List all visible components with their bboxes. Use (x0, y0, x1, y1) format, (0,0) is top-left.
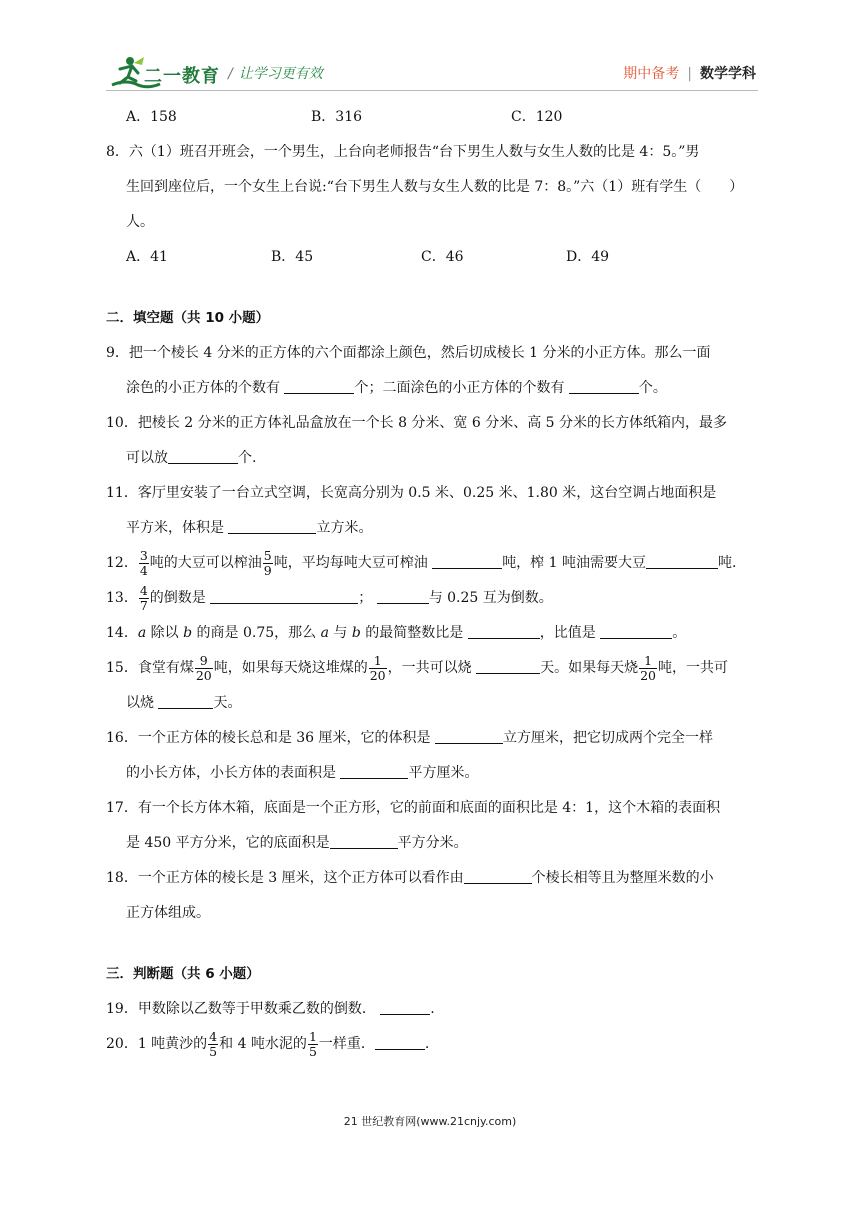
slogan: / 让学习更有效 (228, 66, 323, 82)
fraction: $\frac{4}{7}$ (139, 582, 148, 613)
answer-blank[interactable] (377, 587, 429, 604)
header-right: 期中备考 | 数学学科 (623, 66, 756, 82)
q12-line: 12． $\frac{3}{4}$ 吨的大豆可以榨油 $\frac{5}{9}$ 吨，平均每吨大豆可榨油 吨，榨 1 吨油需要大豆 吨. (106, 547, 737, 578)
option-a: A．158 (126, 109, 177, 125)
answer-blank[interactable] (168, 447, 238, 464)
section-fill-blank-title: 二．填空题（共 10 小题） (106, 310, 270, 326)
q17-line2: 是 450 平方分米，它的底面积是 平方分米。 (106, 826, 758, 861)
q13-line: 13． $\frac{4}{7}$ 的倒数是 ； 与 0.25 互为倒数。 (106, 582, 553, 613)
option-a: A．41 (126, 249, 168, 265)
page-header (0, 0, 860, 95)
option-c: C．120 (511, 109, 563, 125)
logo-text: 二一教育 (144, 66, 220, 87)
fraction: $\frac{3}{4}$ (139, 547, 148, 578)
answer-blank[interactable] (646, 552, 718, 569)
answer-blank[interactable] (468, 622, 540, 639)
option-b: B．316 (311, 109, 363, 125)
fraction: $\frac{5}{9}$ (263, 547, 272, 578)
fraction: $\frac{9}{20}$ (195, 652, 212, 683)
answer-blank[interactable] (228, 517, 316, 534)
q8-line1: 8．六（1）班召开班会，一个男生，上台向老师报告“台下男生人数与女生人数的比是 4：5。”男 (106, 144, 700, 160)
q20-line: 20．1 吨黄沙的 $\frac{4}{5}$ 和 4 吨水泥的 $\frac{1}{5}$ 一样重． . (106, 1028, 430, 1059)
question-content (106, 100, 758, 1062)
section-judge-title: 三．判断题（共 6 小题） (106, 966, 260, 982)
q9-line1: 9．把一个棱长 4 分米的正方体的六个面都涂上颜色，然后切成棱长 1 分米的小正方体。那么一面 (106, 345, 711, 361)
option-b: B．45 (271, 249, 314, 265)
fraction: $\frac{1}{20}$ (369, 652, 386, 683)
answer-blank[interactable] (464, 867, 532, 884)
q11-line1: 11．客厅里安装了一台立式空调，长宽高分别为 0.5 米、0.25 米、1.80 米，这台空调占地面积是 (106, 485, 717, 501)
answer-blank[interactable] (476, 657, 540, 674)
q10-line1: 10．把棱长 2 分米的正方体礼品盒放在一个长 8 分米、宽 6 分米、高 5 分米的长方体纸箱内，最多 (106, 415, 728, 431)
q15-line2: 以烧 天。 (106, 686, 758, 721)
header-divider (106, 90, 758, 91)
option-d: D．49 (566, 249, 610, 265)
answer-blank[interactable] (330, 832, 398, 849)
q16-line2: 的小长方体，小长方体的表面积是 平方厘米。 (106, 756, 758, 791)
answer-blank[interactable] (375, 1033, 425, 1050)
q8-options (106, 240, 758, 275)
subject-label: 数学学科 (700, 66, 756, 82)
q16-line1: 16．一个正方体的棱长总和是 36 厘米，它的体积是 立方厘米，把它切成两个完全一样 (106, 721, 758, 756)
answer-blank[interactable] (158, 692, 213, 709)
q8-line2: 生回到座位后，一个女生上台说:“台下男生人数与女生人数的比是 7：8。”六（1）班有学生（ ） (126, 179, 744, 195)
option-c: C．46 (421, 249, 464, 265)
exam-label: 期中备考 (623, 66, 680, 82)
fraction: $\frac{1}{20}$ (640, 652, 656, 683)
q10-line2: 可以放 个. (106, 441, 758, 476)
answer-blank[interactable] (432, 552, 502, 569)
answer-blank[interactable] (600, 622, 672, 639)
q19-line: 19．甲数除以乙数等于甲数乘乙数的倒数． . (106, 992, 758, 1027)
q11-line2: 平方米，体积是 立方米。 (106, 511, 758, 546)
q9-line2: 涂色的小正方体的个数有 个；二面涂色的小正方体的个数有 个。 (106, 371, 758, 406)
q7-options (106, 100, 758, 135)
q17-line1: 17．有一个长方体木箱，底面是一个正方形，它的前面和底面的面积比是 4：1，这个木箱的表面积 (106, 800, 721, 816)
answer-blank[interactable] (284, 377, 354, 394)
answer-blank[interactable] (340, 762, 408, 779)
answer-blank[interactable] (435, 727, 503, 744)
answer-blank[interactable] (210, 587, 358, 604)
answer-blank[interactable] (380, 998, 430, 1015)
fraction: $\frac{1}{5}$ (308, 1028, 317, 1059)
answer-blank[interactable] (569, 377, 639, 394)
page-footer: 21 世纪教育网(www.21cnjy.com) (343, 1115, 517, 1128)
q15-line1: 15．食堂有煤 $\frac{9}{20}$ 吨，如果每天烧这堆煤的 $\frac{1}{20}$ ，一共可以烧 天。如果每天烧 $\frac{1}{20}$ 吨，一共可 (106, 652, 728, 683)
fraction: $\frac{4}{5}$ (209, 1028, 218, 1059)
q8-line3: 人。 (126, 214, 154, 230)
q18-line1: 18．一个正方体的棱长是 3 厘米，这个正方体可以看作由 个棱长相等且为整厘米数的小 (106, 861, 758, 896)
q18-line2: 正方体组成。 (126, 905, 210, 921)
q14-line: 14．a 除以 b 的商是 0.75，那么 a 与 b 的最简整数比是 ，比值是 。 (106, 616, 758, 651)
